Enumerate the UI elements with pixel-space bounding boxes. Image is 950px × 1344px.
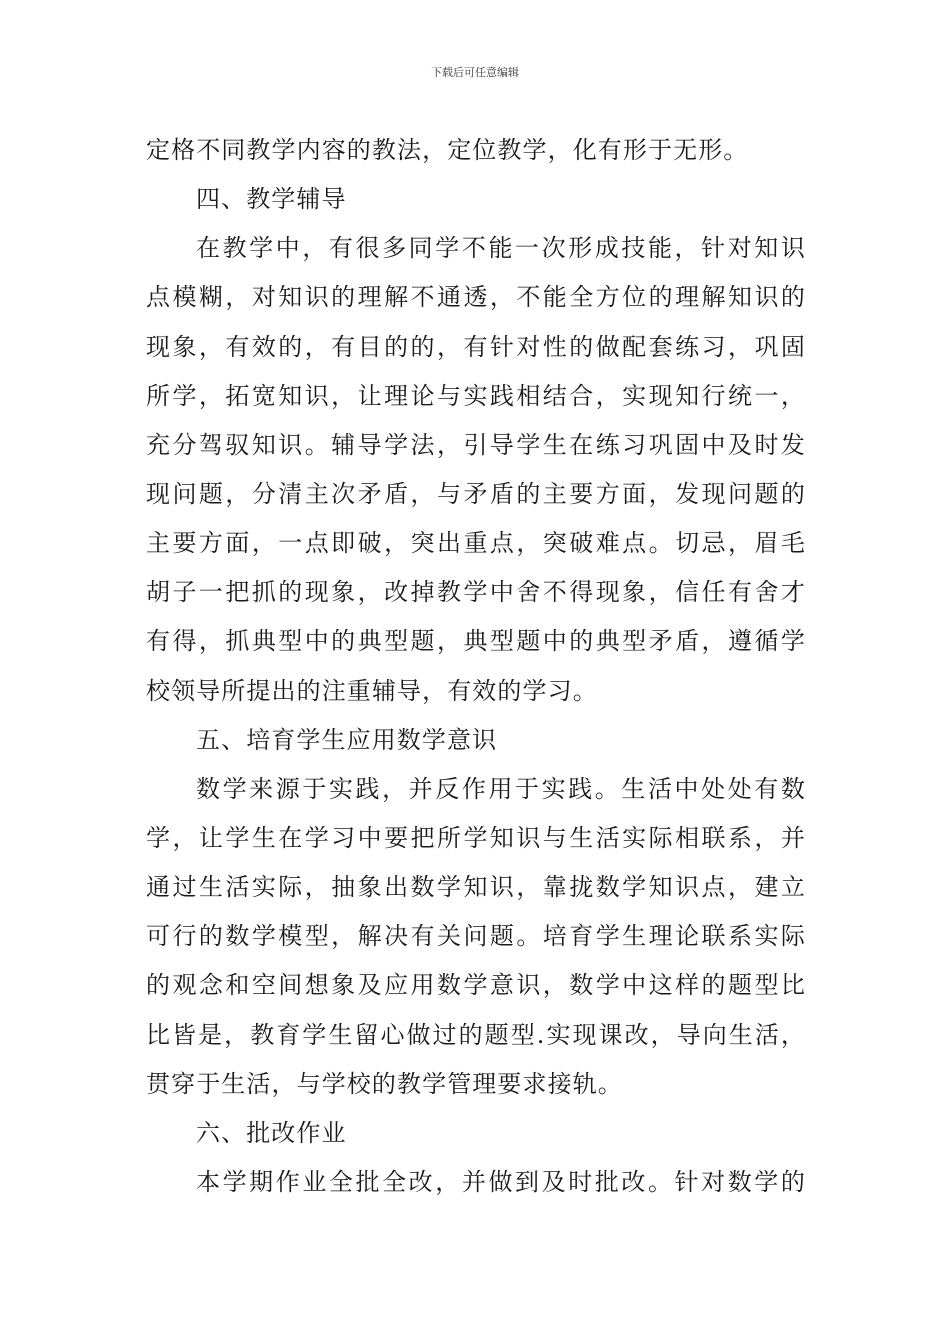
section-heading: 五、培育学生应用数学意识 [196,725,498,754]
text-line: 学，让学生在学习中要把所学知识与生活实际相联系，并 [146,823,806,852]
text-line: 本学期作业全批全改，并做到及时批改。针对数学的 [196,1167,806,1196]
text-line: 充分驾驭知识。辅导学法，引导学生在练习巩固中及时发 [146,430,806,459]
text-line: 贯穿于生活，与学校的教学管理要求接轨。 [146,1069,623,1098]
text-line: 定格不同教学内容的教法，定位教学，化有形于无形。 [146,136,749,164]
text-line: 的观念和空间想象及应用数学意识，数学中这样的题型比 [146,971,806,1000]
text-line: 现问题，分清主次矛盾，与矛盾的主要方面，发现问题的 [146,479,806,508]
text-line: 通过生活实际，抽象出数学知识，靠拢数学知识点，建立 [146,873,806,902]
text-line: 比皆是，教育学生留心做过的题型.实现课改，导向生活， [146,1020,806,1049]
text-line: 校领导所提出的注重辅导，有效的学习。 [146,676,598,705]
text-line: 所学，拓宽知识，让理论与实践相结合，实现知行统一， [146,381,806,410]
text-line: 胡子一把抓的现象，改掉教学中舍不得现象，信任有舍才 [146,578,806,607]
page-header: 下载后可任意编辑 [431,66,519,79]
text-line: 现象，有效的，有目的的，有针对性的做配套练习，巩固 [146,332,806,361]
text-line: 有得，抓典型中的典型题，典型题中的典型矛盾，遵循学 [146,627,806,656]
text-line: 点模糊，对知识的理解不通透，不能全方位的理解知识的 [146,283,806,312]
text-line: 可行的数学模型，解决有关问题。培育学生理论联系实际 [146,922,806,951]
section-heading: 四、教学辅导 [196,185,347,214]
text-line: 在教学中，有很多同学不能一次形成技能，针对知识 [196,234,806,263]
body-text [146,126,806,1207]
text-line: 主要方面，一点即破，突出重点，突破难点。切忌，眉毛 [146,529,806,558]
section-heading: 六、批改作业 [196,1118,347,1147]
text-line: 数学来源于实践，并反作用于实践。生活中处处有数 [196,774,806,803]
